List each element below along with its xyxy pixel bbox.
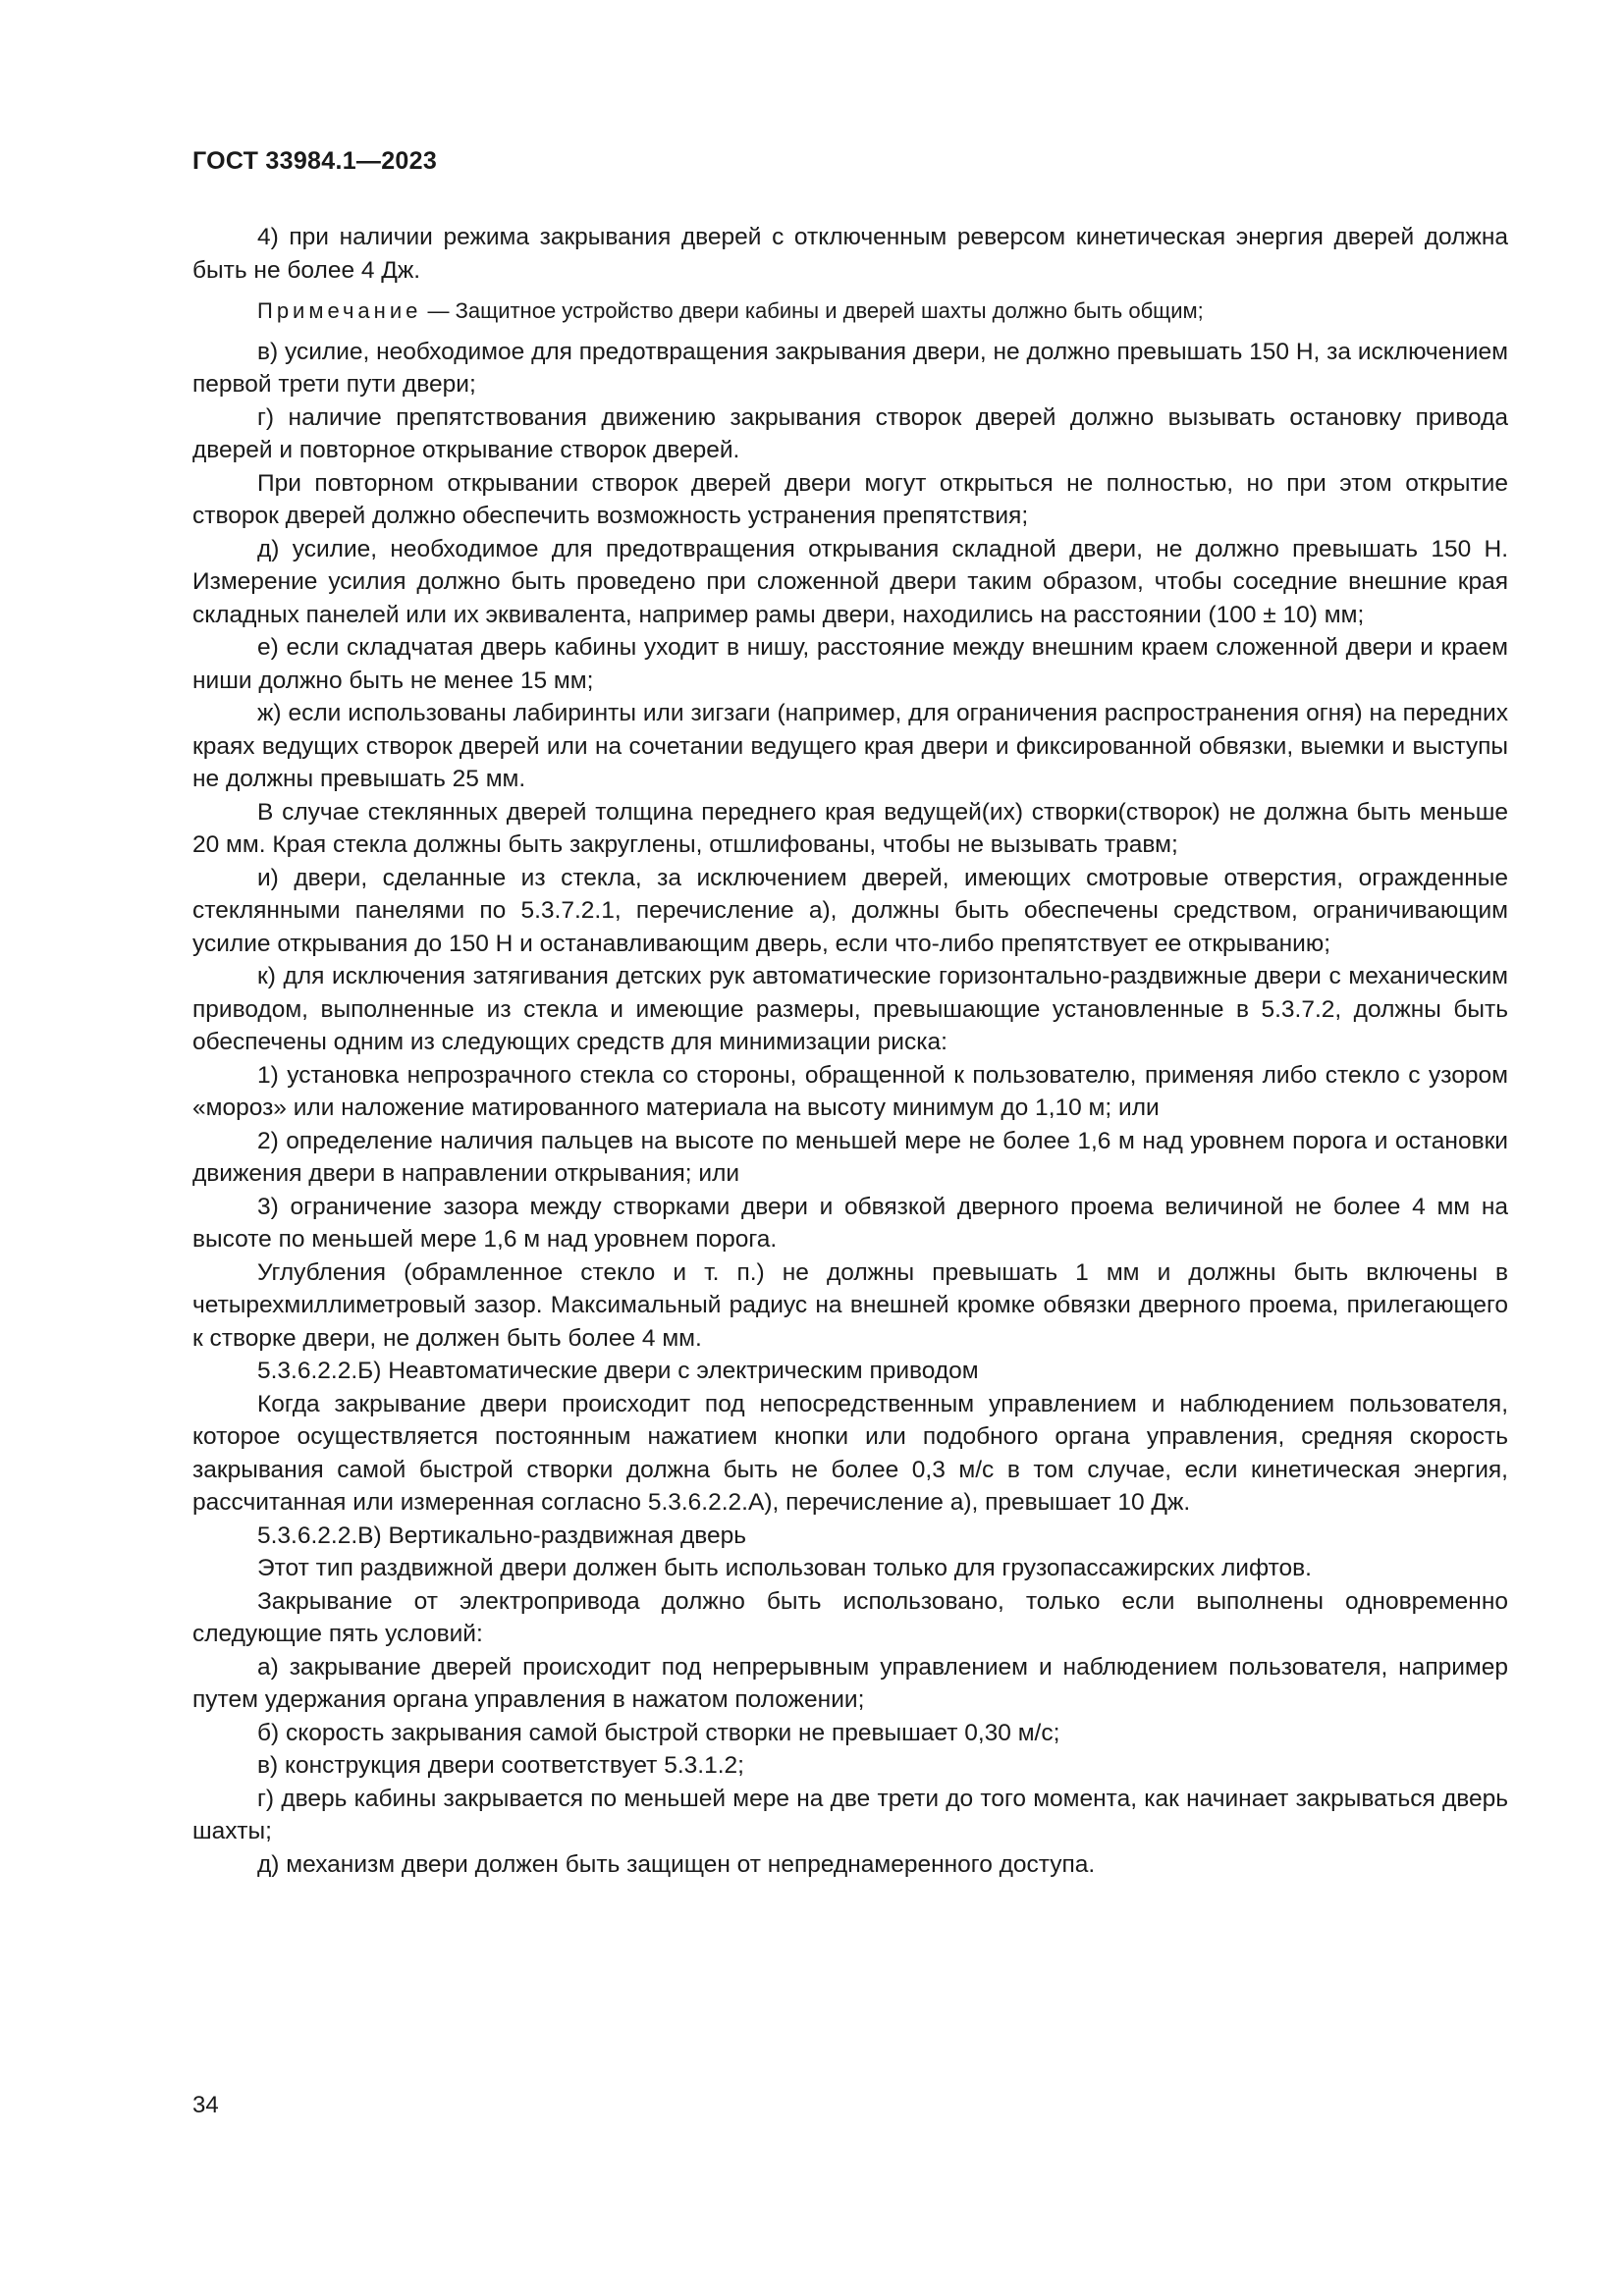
paragraph: 1) установка непрозрачного стекла со стороны, обращенной к пользователю, применяя либо стекло с узором «мороз» или наложение матированного материала на высоту минимум до 1,10 м; или: [192, 1061, 1508, 1121]
paragraph: ж) если использованы лабиринты или зигзаги (например, для ограничения распространения огня) на передних краях ведущих створок дверей или на сочетании ведущего края двери и фиксированной обвязки, выемки и выступы не должны превышать 25 мм.: [192, 700, 1508, 792]
document-body: [192, 221, 1508, 1881]
paragraph: 4) при наличии режима закрывания дверей с отключенным реверсом кинетическая энергия дверей должна быть не более 4 Дж.: [192, 224, 1508, 284]
paragraph: е) если складчатая дверь кабины уходит в нишу, расстояние между внешним краем сложенной двери и краем ниши должно быть не менее 15 мм;: [192, 634, 1508, 694]
section-heading: 5.3.6.2.2.В) Вертикально-раздвижная дверь: [257, 1522, 747, 1549]
paragraph: д) усилие, необходимое для предотвращения открывания складной двери, не должно превышать 150 Н. Измерение усилия должно быть проведено при сложенной двери таким образом, чтобы соседние внешние края складных панелей или их эквивалента, например рамы двери, находились на расстоянии (100 ± 10) мм;: [192, 535, 1508, 628]
paragraph: и) двери, сделанные из стекла, за исключением дверей, имеющих смотровые отверстия, огражденные стеклянными панелями по 5.3.7.2.1, перечисление а), должны быть обеспечены средством, ограничивающим усилие открывания до 150 Н и останавливающим дверь, если что-либо препятствует ее открыванию;: [192, 864, 1508, 957]
paragraph: 3) ограничение зазора между створками двери и обвязкой дверного проема величиной не более 4 мм на высоте по меньшей мере 1,6 м над уровнем порога.: [192, 1193, 1508, 1253]
document-header: ГОСТ 33984.1—2023: [192, 147, 438, 175]
page-number: 34: [192, 2092, 219, 2118]
note-label: Примечание: [257, 298, 422, 323]
paragraph: а) закрывание дверей происходит под непрерывным управлением и наблюдением пользователя, например путем удержания органа управления в нажатом положении;: [192, 1653, 1508, 1713]
paragraph: Закрывание от электропривода должно быть использовано, только если выполнены одновременно следующие пять условий:: [192, 1587, 1508, 1647]
paragraph: Когда закрывание двери происходит под непосредственным управлением и наблюдением пользователя, которое осуществляется постоянным нажатием кнопки или подобного органа управления, средняя скорость закрывания самой быстрой створки должна быть не более 0,3 м/с в том случае, если кинетическая энергия, рассчитанная или измеренная согласно 5.3.6.2.2.А), перечисление а), превышает 10 Дж.: [192, 1390, 1508, 1516]
paragraph: При повторном открывании створок дверей двери могут открыться не полностью, но при этом открытие створок дверей должно обеспечить возможность устранения препятствия;: [192, 469, 1508, 529]
paragraph: в) усилие, необходимое для предотвращения закрывания двери, не должно превышать 150 Н, за исключением первой трети пути двери;: [192, 338, 1508, 398]
note-text: — Защитное устройство двери кабины и дверей шахты должно быть общим;: [421, 298, 1204, 323]
paragraph: Углубления (обрамленное стекло и т. п.) не должны превышать 1 мм и должны быть включены в четырехмиллиметровый зазор. Максимальный радиус на внешней кромке обвязки дверного проема, прилегающего к створке двери, не должен быть более 4 мм.: [192, 1258, 1508, 1352]
paragraph: в) конструкция двери соответствует 5.3.1.2;: [257, 1752, 744, 1779]
paragraph: 2) определение наличия пальцев на высоте по меньшей мере не более 1,6 м над уровнем порога и остановки движения двери в направлении открывания; или: [192, 1127, 1508, 1187]
paragraph: В случае стеклянных дверей толщина переднего края ведущей(их) створки(створок) не должна быть меньше 20 мм. Края стекла должны быть закруглены, отшлифованы, чтобы не вызывать травм;: [192, 798, 1508, 858]
note: [192, 294, 1508, 328]
paragraph: г) наличие препятствования движению закрывания створок дверей должно вызывать остановку привода дверей и повторное открывание створок дверей.: [192, 403, 1508, 463]
paragraph: д) механизм двери должен быть защищен от непреднамеренного доступа.: [257, 1850, 1096, 1878]
paragraph: Этот тип раздвижной двери должен быть использован только для грузопассажирских лифтов.: [257, 1555, 1312, 1581]
paragraph: г) дверь кабины закрывается по меньшей мере на две трети до того момента, как начинает закрываться дверь шахты;: [192, 1785, 1508, 1844]
section-heading: 5.3.6.2.2.Б) Неавтоматические двери с электрическим приводом: [257, 1358, 979, 1384]
paragraph: к) для исключения затягивания детских рук автоматические горизонтально-раздвижные двери с механическим приводом, выполненные из стекла и имеющие размеры, превышающие установленные в 5.3.7.2, должны быть обеспечены одним из следующих средств для минимизации риска:: [192, 963, 1508, 1055]
paragraph: б) скорость закрывания самой быстрой створки не превышает 0,30 м/с;: [257, 1719, 1060, 1746]
